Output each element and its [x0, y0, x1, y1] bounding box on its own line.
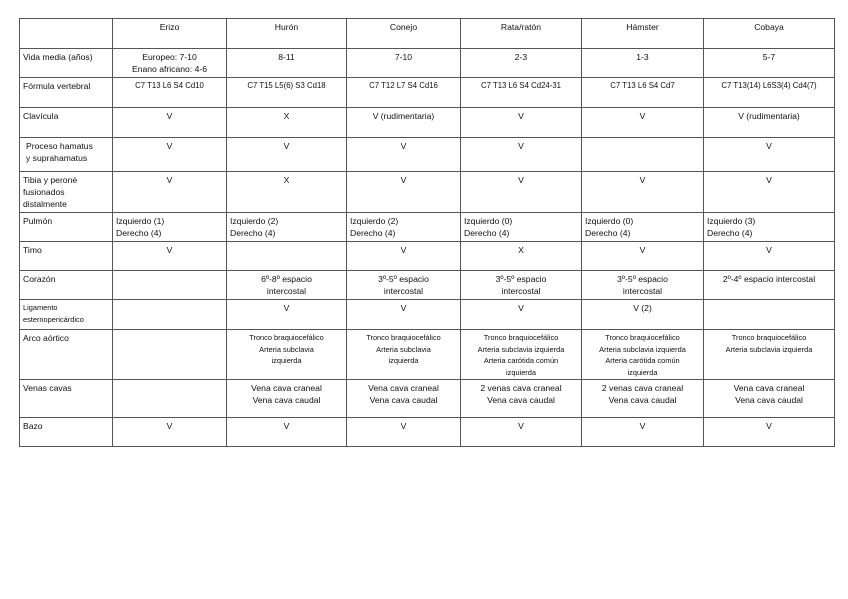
row-label: Arco aórtico: [20, 330, 113, 380]
row-label: Venas cavas: [20, 380, 113, 418]
table-cell: [113, 330, 227, 380]
table-cell: [113, 300, 227, 330]
table-cell: [582, 138, 704, 172]
table-cell: V: [582, 418, 704, 447]
row-label: Corazón: [20, 271, 113, 300]
table-cell: V: [704, 242, 835, 271]
table-cell: 3º-5º espacio intercostal: [347, 271, 461, 300]
table-row: [20, 172, 835, 213]
table-cell: C7 T13 L6 S4 Cd24-31: [461, 78, 582, 108]
table-cell: 2 venas cava craneal Vena cava caudal: [582, 380, 704, 418]
table-cell: V: [582, 172, 704, 213]
table-row: [20, 213, 835, 242]
table-cell: Izquierdo (2) Derecho (4): [347, 213, 461, 242]
table-cell: V: [113, 418, 227, 447]
table-cell: V: [582, 242, 704, 271]
row-label: Ligamento esternopericárdico: [20, 300, 113, 330]
table-cell: V: [113, 108, 227, 138]
table-cell: [227, 242, 347, 271]
table-row: [20, 242, 835, 271]
table-cell: Tronco braquiocefálico Arteria subclavia izquierda: [704, 330, 835, 380]
table-cell: 5-7: [704, 49, 835, 78]
table-cell: V: [347, 138, 461, 172]
table-cell: 8-11: [227, 49, 347, 78]
table-cell: C7 T13(14) L6S3(4) Cd4(7): [704, 78, 835, 108]
table-cell: V: [347, 172, 461, 213]
table-cell: Tronco braquiocefálico Arteria subclavia izquierda: [227, 330, 347, 380]
row-label: Bazo: [20, 418, 113, 447]
table-row: [20, 330, 835, 380]
table-cell: X: [461, 242, 582, 271]
header-cell-huron: Hurón: [227, 19, 347, 49]
table-cell: V (rudimentaria): [347, 108, 461, 138]
table-cell: V: [347, 242, 461, 271]
header-cell-cobaya: Cobaya: [704, 19, 835, 49]
table-cell: X: [227, 172, 347, 213]
table-cell: Tronco braquiocefálico Arteria subclavia izquierda Arteria carótida común izquierda: [461, 330, 582, 380]
table-cell: Vena cava craneal Vena cava caudal: [347, 380, 461, 418]
table-cell: V: [461, 300, 582, 330]
table-cell: V: [347, 418, 461, 447]
table-cell: 6º-8º espacio intercostal: [227, 271, 347, 300]
table-row: [20, 108, 835, 138]
table-cell: V: [227, 300, 347, 330]
table-row: [20, 78, 835, 108]
table-cell: 2-3: [461, 49, 582, 78]
table-cell: C7 T13 L6 S4 Cd10: [113, 78, 227, 108]
table-cell: C7 T15 L5(6) S3 Cd18: [227, 78, 347, 108]
table-cell: 7-10: [347, 49, 461, 78]
header-cell-erizo: Erizo: [113, 19, 227, 49]
header-cell-rata-raton: Rata/ratón: [461, 19, 582, 49]
header-cell-corner: [20, 19, 113, 49]
header-row: [20, 19, 835, 49]
table-cell: V: [461, 172, 582, 213]
table-cell: Vena cava craneal Vena cava caudal: [227, 380, 347, 418]
table-cell: V: [582, 108, 704, 138]
row-label: Vida media (años): [20, 49, 113, 78]
header-cell-conejo: Conejo: [347, 19, 461, 49]
table-cell: V: [113, 172, 227, 213]
table-cell: V: [461, 418, 582, 447]
table-row: [20, 271, 835, 300]
table-cell: X: [227, 108, 347, 138]
row-label: Pulmón: [20, 213, 113, 242]
row-label: Clavícula: [20, 108, 113, 138]
table-cell: C7 T12 L7 S4 Cd16: [347, 78, 461, 108]
table-cell: Tronco braquiocefálico Arteria subclavia izquierda Arteria carótida común izquierda: [582, 330, 704, 380]
row-label: Proceso hamatus y suprahamatus: [20, 138, 113, 172]
table-row: [20, 300, 835, 330]
table-cell: 2º-4º espacio intercostal: [704, 271, 835, 300]
table-cell: Izquierdo (0) Derecho (4): [461, 213, 582, 242]
table-cell: V: [704, 172, 835, 213]
table-cell: [113, 380, 227, 418]
row-label: Tibia y peroné fusionados distalmente: [20, 172, 113, 213]
table-cell: 3º-5º espacio intercostal: [461, 271, 582, 300]
table-cell: 1-3: [582, 49, 704, 78]
table-cell: V: [704, 138, 835, 172]
table-cell: V: [704, 418, 835, 447]
table-cell: [113, 271, 227, 300]
table-cell: V: [461, 138, 582, 172]
table-cell: V: [227, 138, 347, 172]
header-cell-hamster: Hámster: [582, 19, 704, 49]
table-row: [20, 418, 835, 447]
table-row: [20, 49, 835, 78]
table-body: [20, 19, 835, 447]
table-cell: V: [461, 108, 582, 138]
table-cell: 2 venas cava craneal Vena cava caudal: [461, 380, 582, 418]
table-cell: Izquierdo (0) Derecho (4): [582, 213, 704, 242]
table-cell: V: [113, 242, 227, 271]
table-cell: V (2): [582, 300, 704, 330]
table-cell: V: [347, 300, 461, 330]
table-cell: Europeo: 7-10 Enano africano: 4-6: [113, 49, 227, 78]
table-cell: V: [113, 138, 227, 172]
row-label: Fórmula vertebral: [20, 78, 113, 108]
table-cell: V: [227, 418, 347, 447]
table-cell: Izquierdo (1) Derecho (4): [113, 213, 227, 242]
table-cell: C7 T13 L6 S4 Cd7: [582, 78, 704, 108]
table-cell: Vena cava craneal Vena cava caudal: [704, 380, 835, 418]
table-cell: Tronco braquiocefálico Arteria subclavia izquierda: [347, 330, 461, 380]
table-row: [20, 380, 835, 418]
row-label: Timo: [20, 242, 113, 271]
table-cell: Izquierdo (2) Derecho (4): [227, 213, 347, 242]
table-cell: 3º-5º espacio intercostal: [582, 271, 704, 300]
comparison-table: [19, 18, 835, 447]
table-cell: Izquierdo (3) Derecho (4): [704, 213, 835, 242]
table-cell: [704, 300, 835, 330]
table-cell: V (rudimentaria): [704, 108, 835, 138]
table-row: [20, 138, 835, 172]
